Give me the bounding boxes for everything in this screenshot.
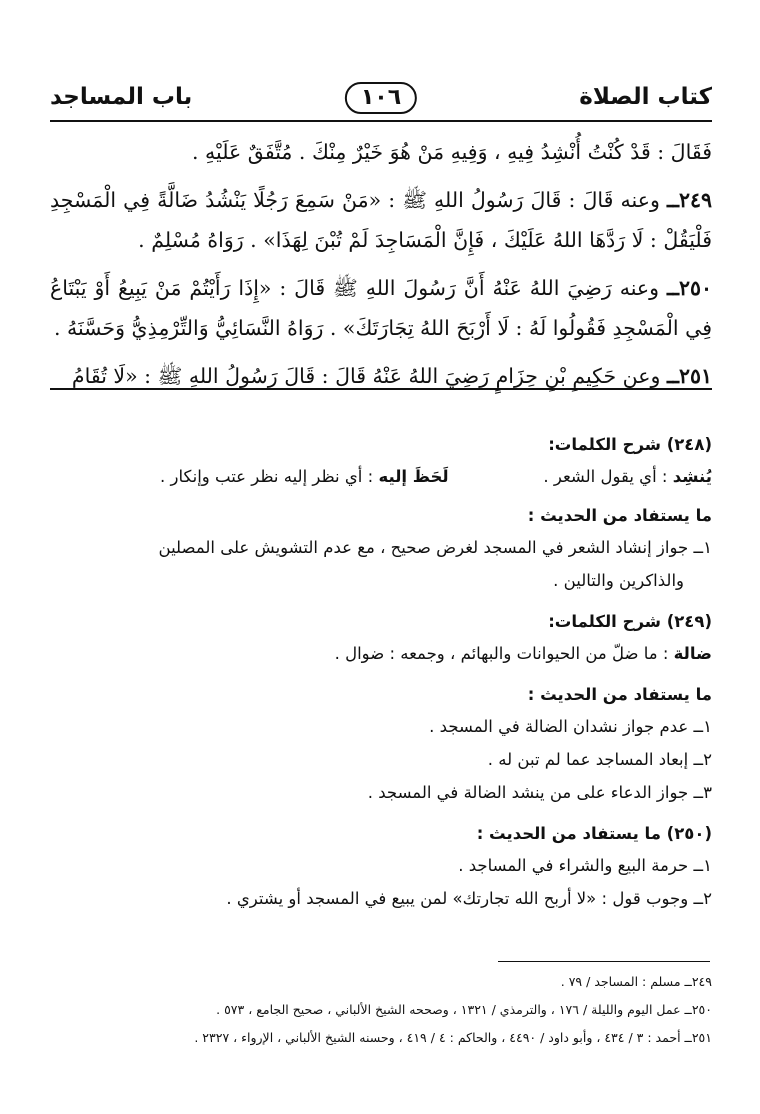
hadith-text-block <box>50 132 712 404</box>
hadith-250 <box>50 268 712 348</box>
benefit-item: ١ــ عدم جواز نشدان الضالة في المسجد . <box>429 717 712 736</box>
word-term: لَحَظَ إليه <box>378 467 449 486</box>
hadith-text: وعن حَكِيمِ بْنِ حِزَامٍ رَضِيَ اللهُ عَنْهُ قَالَ : قَالَ رَسُولُ اللهِ ﷺ : «لَا تُقَامُ <box>71 364 661 388</box>
word-meaning: : أي نظر إليه نظر عتب وإنكار . <box>160 467 374 486</box>
hadith-number: ٢٥١ــ <box>666 364 712 388</box>
section-248-title: (٢٤٨) شرح الكلمات: <box>548 435 712 454</box>
footnote-item: ٢٥٠ــ عمل اليوم والليلة / ١٧٦ ، والترمذي / ١٣٢١ ، وصححه الشيخ الألباني ، صحيح الجامع ، ٥٧٣ . <box>216 1002 712 1017</box>
word-meaning: : ما ضلّ من الحيوانات والبهائم ، وجمعه : ضوال . <box>334 644 669 663</box>
hadith-text: وعنه قَالَ : قَالَ رَسُولُ اللهِ ﷺ : «مَنْ سَمِعَ رَجُلًا يَنْشُدُ ضَالَّةً فِي الْمَسْجِدِ فَلْيَقُلْ : لَا رَدَّهَا اللهُ عَلَيْكَ ، فَإِنَّ الْمَسَاجِدَ لَمْ تُبْنَ لِهَذَا» . رَوَاهُ مُسْلِمٌ . <box>50 188 712 252</box>
word-meaning: : أي يقول الشعر . <box>543 467 668 486</box>
word-term: يُنشِد <box>672 467 712 486</box>
book-title: كتاب الصلاة <box>579 84 712 110</box>
section-divider <box>50 388 712 390</box>
page-header <box>50 82 712 118</box>
benefit-item-continuation: والذاكرين والتالين . <box>553 571 684 590</box>
benefits-title: ما يستفاد من الحديث : <box>527 506 712 525</box>
hadith-text: وعنه رَضِيَ اللهُ عَنْهُ أَنَّ رَسُولَ اللهِ ﷺ قَالَ : «إِذَا رَأَيْتُمْ مَنْ يَبِيعُ أَوْ يَبْتَاعُ فِي الْمَسْجِدِ فَقُولُوا لَهُ : لَا أَرْبَحَ اللهُ تِجَارَتَكَ» . رَوَاهُ النَّسَائِيُّ وَالتِّرْمِذِيُّ وَحَسَّنَهُ . <box>50 276 712 340</box>
hadith-number: ٢٤٩ــ <box>666 188 712 212</box>
footnotes <box>50 968 712 1052</box>
benefit-item: ٢ــ وجوب قول : «لا أربح الله تجارتك» لمن يبيع في المسجد أو يشتري . <box>226 889 712 908</box>
footnote-item: ٢٥١ــ أحمد : ٣ / ٤٣٤ ، وأبو داود / ٤٤٩٠ ، والحاكم : ٤ / ٤١٩ ، وحسنه الشيخ الألباني ، الإرواء ، ٢٣٢٧ . <box>194 1030 712 1045</box>
page-number: ١٠٦ <box>345 82 417 114</box>
benefit-item: ٣ــ جواز الدعاء على من ينشد الضالة في المسجد . <box>367 783 712 802</box>
benefit-item: ١ــ حرمة البيع والشراء في المساجد . <box>458 856 712 875</box>
benefit-item: ١ــ جواز إنشاد الشعر في المسجد لغرض صحيح ، مع عدم التشويش على المصلين <box>158 538 712 557</box>
hadith-text: فَقَالَ : قَدْ كُنْتُ أُنْشِدُ فِيهِ ، وَفِيهِ مَنْ هُوَ خَيْرٌ مِنْكَ . مُتَّفَقٌ عَلَيْهِ . <box>192 140 712 164</box>
word-term: ضالة <box>673 644 712 663</box>
footnote-rule <box>498 961 710 962</box>
benefit-item: ٢ــ إبعاد المساجد عما لم تبن له . <box>487 750 712 769</box>
word-definition <box>50 637 712 670</box>
hadith-249 <box>50 180 712 260</box>
chapter-title: باب المساجد <box>50 84 193 110</box>
hadith-number: ٢٥٠ــ <box>666 276 712 300</box>
word-definition <box>543 460 712 493</box>
hadith-248-end <box>50 132 712 172</box>
word-definition <box>160 460 449 493</box>
footnote-item: ٢٤٩ــ مسلم : المساجد / ٧٩ . <box>560 974 712 989</box>
hadith-251 <box>50 356 712 396</box>
section-249-title: (٢٤٩) شرح الكلمات: <box>548 612 712 631</box>
header-rule <box>50 120 712 122</box>
section-250-title: (٢٥٠) ما يستفاد من الحديث : <box>476 824 712 843</box>
word-definitions-248 <box>50 460 712 493</box>
explanation-section <box>50 430 712 915</box>
benefits-title: ما يستفاد من الحديث : <box>527 685 712 704</box>
